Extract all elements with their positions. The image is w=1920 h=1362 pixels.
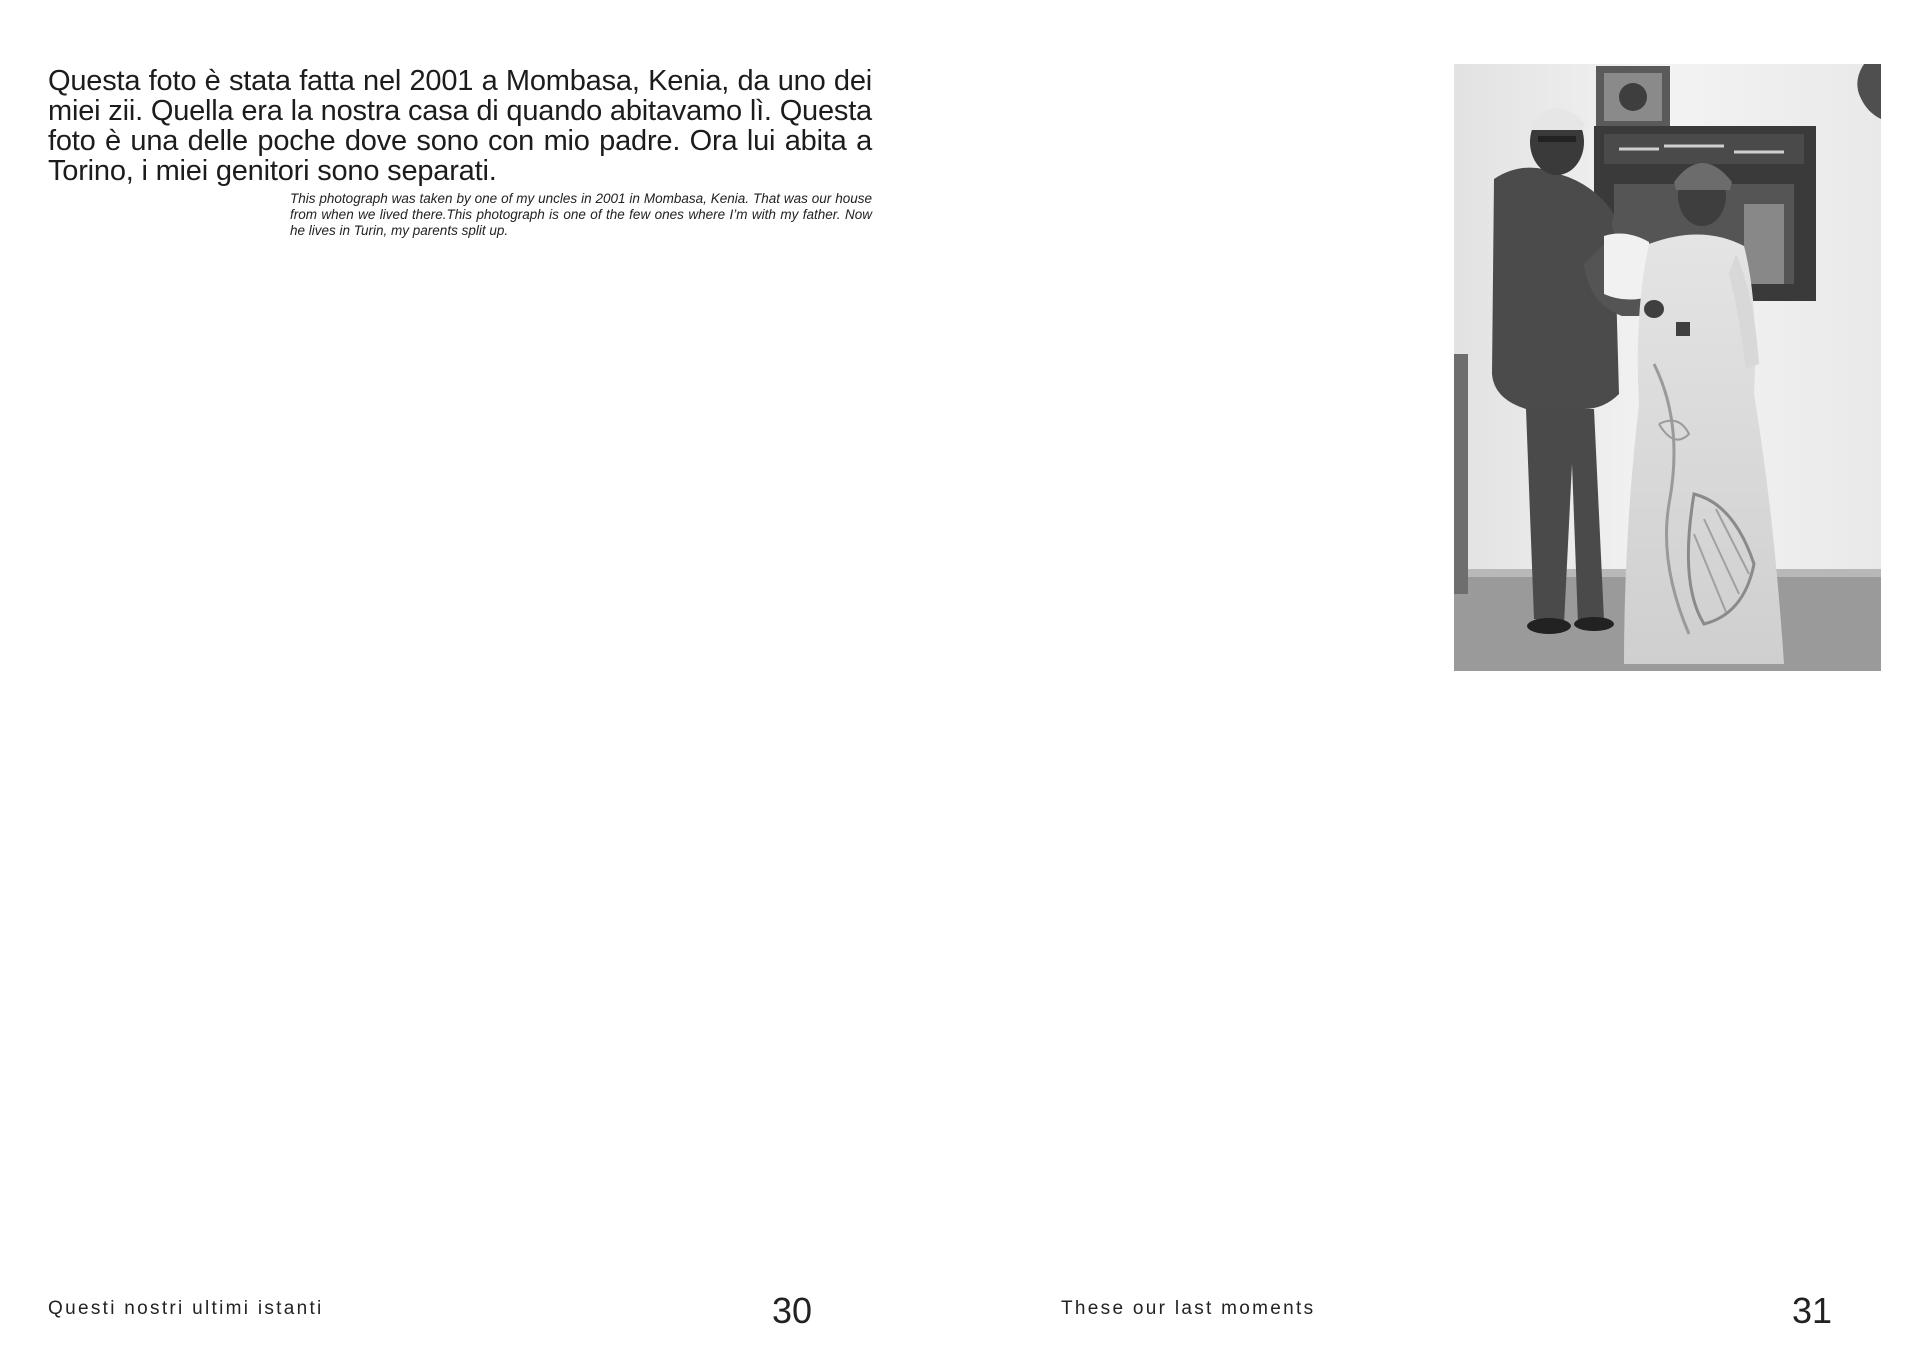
photo-illustration	[1454, 64, 1881, 671]
page-number-left: 30	[772, 1290, 813, 1331]
caption-english: This photograph was taken by one of my uncles in 2001 in Mombasa, Kenia. That was our house from when we lived there.This photograph is one of the few ones where I’m with my father. Now he lives in Turin, my parents split up.	[290, 191, 872, 238]
footer-title-left: Questi nostri ultimi istanti	[48, 1298, 324, 1319]
family-photograph	[1454, 64, 1881, 671]
footer-title-right: These our last moments	[1061, 1298, 1316, 1319]
caption-italian: Questa foto è stata fatta nel 2001 a Mombasa, Kenia, da uno dei miei zii. Quella era la nostra casa di quando abitavamo lì. Questa foto è una delle poche dove sono con mio padre. Ora lui abita a Torino, i miei genitori sono separati.	[48, 65, 872, 187]
page-number-right: 31	[1792, 1290, 1833, 1331]
